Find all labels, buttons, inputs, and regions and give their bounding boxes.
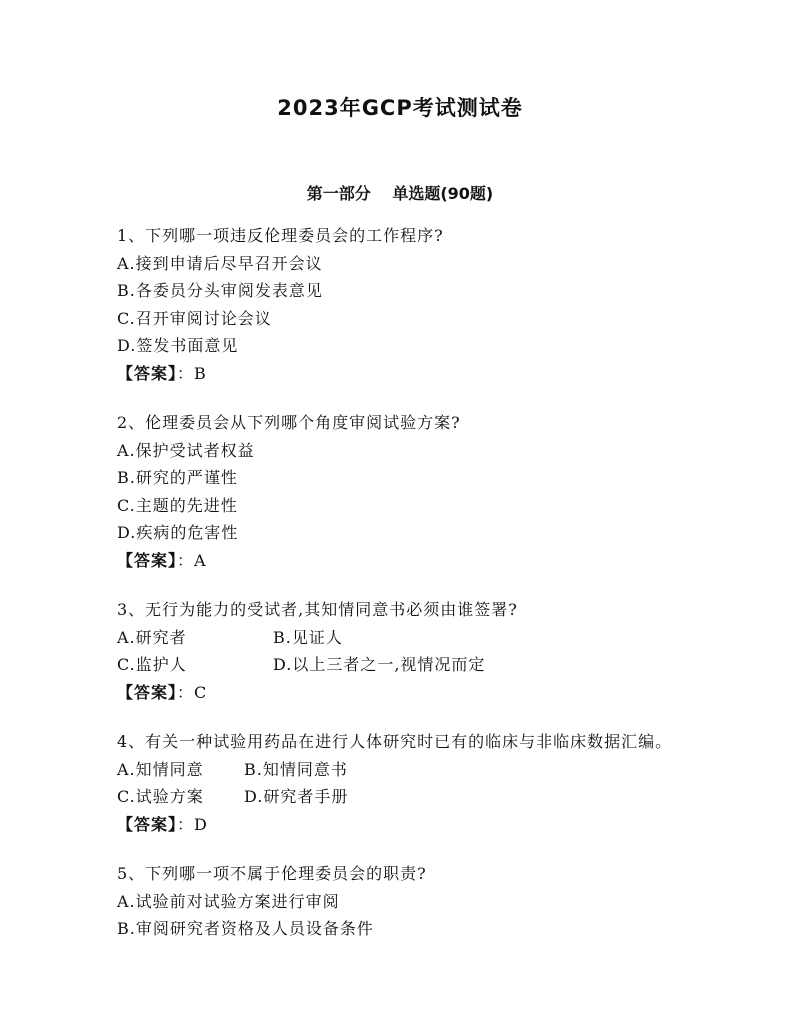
option-row bbox=[117, 783, 697, 811]
section-name: 单选题(90题) bbox=[392, 184, 494, 203]
answer-separator: ： bbox=[177, 363, 195, 383]
answer-separator: ： bbox=[177, 814, 195, 834]
answer-value: A bbox=[194, 550, 207, 570]
option-row bbox=[117, 624, 697, 652]
answer-line bbox=[117, 811, 697, 839]
option-b: B.审阅研究者资格及人员设备条件 bbox=[117, 919, 374, 938]
question-2 bbox=[117, 409, 697, 574]
option-c: C.主题的先进性 bbox=[117, 495, 238, 515]
section-part: 第一部分 bbox=[306, 184, 371, 203]
question-stem: 1、下列哪一项违反伦理委员会的工作程序? bbox=[117, 226, 444, 245]
option-a: A.知情同意 bbox=[117, 759, 204, 779]
answer-line bbox=[117, 679, 697, 707]
answer-separator: ： bbox=[177, 550, 195, 570]
question-stem: 3、无行为能力的受试者,其知情同意书必须由谁签署? bbox=[117, 600, 518, 619]
option-c: C.监护人 bbox=[117, 655, 187, 674]
option-a: A.保护受试者权益 bbox=[117, 440, 255, 460]
option-d: D.研究者手册 bbox=[244, 787, 349, 806]
question-list bbox=[117, 222, 697, 965]
option-a: A.研究者 bbox=[117, 627, 187, 647]
question-4 bbox=[117, 728, 697, 838]
option-d: D.签发书面意见 bbox=[117, 336, 239, 355]
answer-line bbox=[117, 547, 697, 575]
section-heading bbox=[0, 181, 800, 204]
question-stem: 2、伦理委员会从下列哪个角度审阅试验方案? bbox=[117, 413, 461, 432]
question-stem: 4、有关一种试验用药品在进行人体研究时已有的临床与非临床数据汇编。 bbox=[117, 732, 673, 751]
question-3 bbox=[117, 596, 697, 706]
question-1 bbox=[117, 222, 697, 387]
option-b: B.各委员分头审阅发表意见 bbox=[117, 281, 323, 300]
option-b: B.知情同意书 bbox=[244, 759, 348, 779]
option-b: B.见证人 bbox=[273, 627, 343, 647]
answer-value: D bbox=[194, 814, 208, 834]
answer-label: 【答案】 bbox=[117, 363, 178, 383]
option-b: B.研究的严谨性 bbox=[117, 468, 238, 487]
question-5 bbox=[117, 860, 697, 943]
option-a: A.接到申请后尽早召开会议 bbox=[117, 253, 323, 273]
option-c: C.召开审阅讨论会议 bbox=[117, 308, 272, 328]
question-stem: 5、下列哪一项不属于伦理委员会的职责? bbox=[117, 864, 427, 883]
document-title: 2023年GCP考试测试卷 bbox=[277, 96, 523, 120]
option-d: D.疾病的危害性 bbox=[117, 523, 239, 542]
answer-label: 【答案】 bbox=[117, 682, 178, 702]
answer-value: B bbox=[194, 363, 207, 383]
option-a: A.试验前对试验方案进行审阅 bbox=[117, 891, 340, 911]
option-c: C.试验方案 bbox=[117, 787, 204, 806]
answer-label: 【答案】 bbox=[117, 814, 178, 834]
answer-line bbox=[117, 360, 697, 388]
option-row bbox=[117, 756, 697, 784]
option-d: D.以上三者之一,视情况而定 bbox=[273, 655, 486, 674]
answer-value: C bbox=[194, 682, 208, 702]
answer-separator: ： bbox=[177, 682, 195, 702]
option-row bbox=[117, 651, 697, 679]
answer-label: 【答案】 bbox=[117, 550, 178, 570]
